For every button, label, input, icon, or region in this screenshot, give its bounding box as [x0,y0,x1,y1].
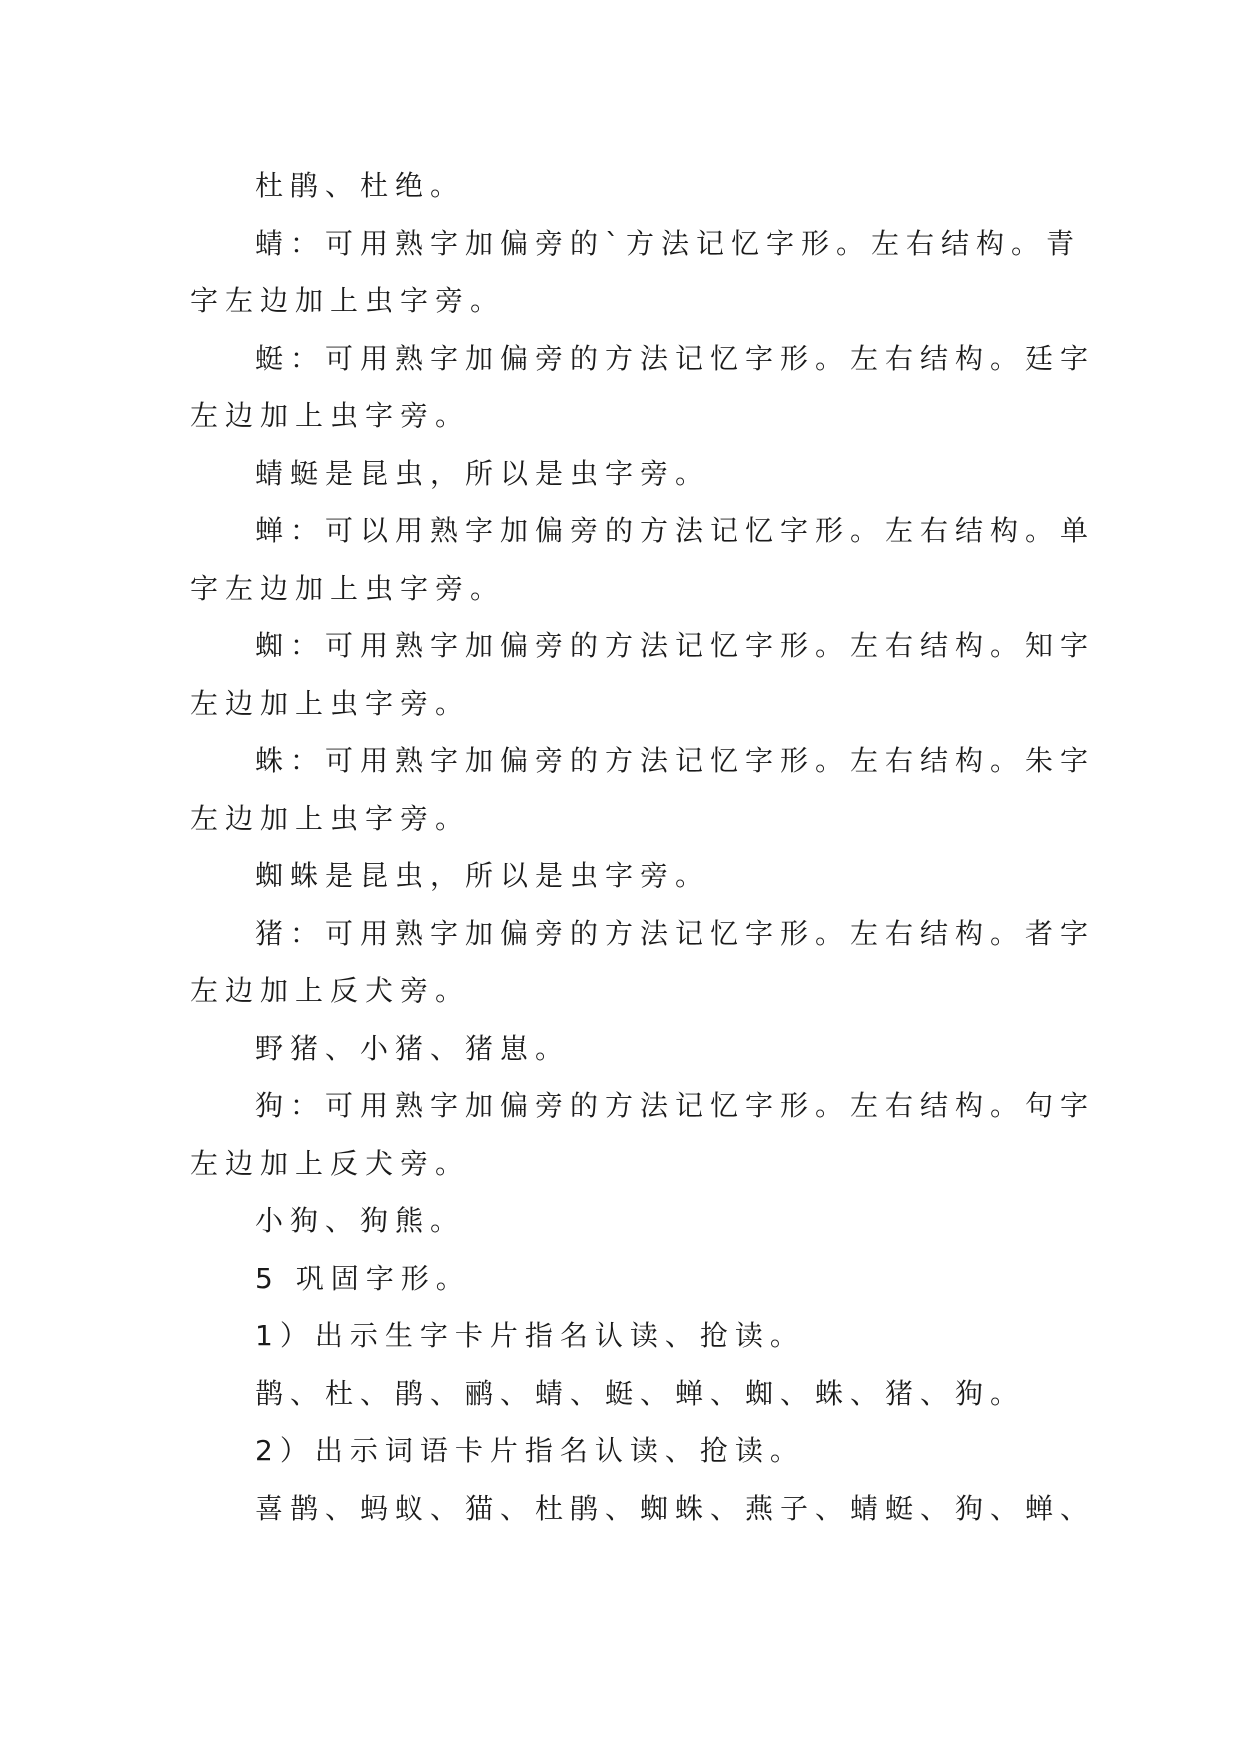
text-line: 蜘蛛是昆虫，所以是虫字旁。 [255,859,711,892]
text-line: 1）出示生字卡片指名认读、抢读。 [255,1319,805,1352]
text-line: 左边加上虫字旁。 [190,399,471,432]
text-line: 狗：可用熟字加偏旁的方法记忆字形。左右结构。句字 [255,1089,1096,1122]
text-line: 蜻蜓是昆虫，所以是虫字旁。 [255,457,711,490]
text-line: 小狗、狗熊。 [255,1204,466,1237]
text-line: 5 巩固字形。 [255,1262,471,1295]
text-line: 蝉：可以用熟字加偏旁的方法记忆字形。左右结构。单 [255,514,1096,547]
text-line: 蜓：可用熟字加偏旁的方法记忆字形。左右结构。廷字 [255,342,1096,375]
text-line: 2）出示词语卡片指名认读、抢读。 [255,1434,805,1467]
text-line: 左边加上虫字旁。 [190,687,471,720]
text-line: 蜻：可用熟字加偏旁的`方法记忆字形。左右结构。青 [255,227,1082,260]
text-line: 杜鹃、杜绝。 [255,169,466,202]
text-line: 字左边加上虫字旁。 [190,284,506,317]
text-line: 野猪、小猪、猪崽。 [255,1032,571,1065]
text-line: 喜鹊、蚂蚁、猫、杜鹃、蜘蛛、燕子、蜻蜓、狗、蝉、 [255,1492,1096,1525]
text-line: 左边加上反犬旁。 [190,1147,471,1180]
text-line: 左边加上虫字旁。 [190,802,471,835]
text-line: 字左边加上虫字旁。 [190,572,506,605]
text-line: 鹊、杜、鹃、鹂、蜻、蜓、蝉、蜘、蛛、猪、狗。 [255,1377,1026,1410]
text-line: 猪：可用熟字加偏旁的方法记忆字形。左右结构。者字 [255,917,1096,950]
text-line: 蛛：可用熟字加偏旁的方法记忆字形。左右结构。朱字 [255,744,1096,777]
text-line: 左边加上反犬旁。 [190,974,471,1007]
text-line: 蜘：可用熟字加偏旁的方法记忆字形。左右结构。知字 [255,629,1096,662]
